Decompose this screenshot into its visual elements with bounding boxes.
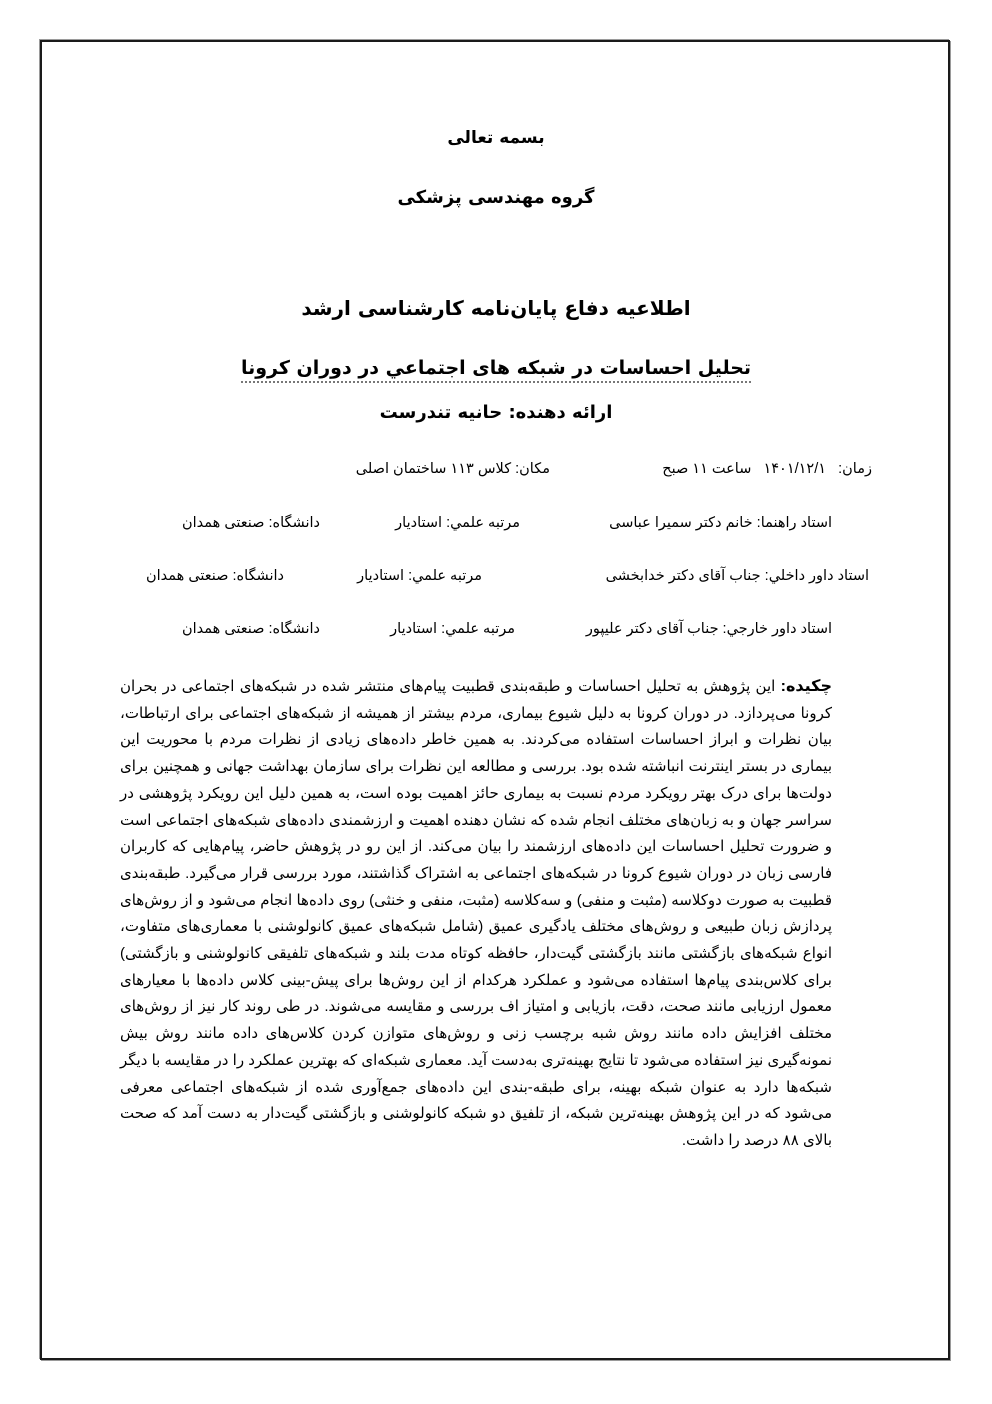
time-label: زمان: [838,461,872,477]
defense-date: ۱۴۰۱/۱۲/۱ [763,461,827,477]
external-examiner-university: دانشگاه: صنعتی همدان [181,621,320,637]
external-examiner-rank: مرتبه علمي: استادیار [390,621,515,637]
thesis-title [0,357,992,379]
thesis-title-text: تحلیل احساسات در شبکه های اجتماعي در دوران کرونا [241,357,751,383]
advisor-university: دانشگاه: صنعتی همدان [181,515,320,531]
internal-examiner-name: استاد داور داخلي: جناب آقای دکتر خدابخشی [605,568,869,584]
schedule-place: مکان: کلاس ۱۱۳ ساختمان اصلی [355,461,550,477]
abstract-body: این پژوهش به تحلیل احساسات و طبقه‌بندی قطبیت پیام‌های منتشر شده در شبکه‌های اجتماعی در بحران کرونا می‌پردازد. در دوران کرونا به دلیل شیوع بیماری، مردم بیشتر از همیشه از شبکه‌های اجتماعی برای ارتباطات، بیان نظرات و ابراز احساسات استفاده می‌کردند. به همین خاطر داده‌های زیادی از نظرات مردم با محوریت این بیماری در بستر اینترنت انباشته شده بود. بررسی و مطالعه این نظرات برای سازمان بهداشت جهانی و همچنین برای دولت‌ها برای درک بهتر رویکرد مردم نسبت به بیماری حائز اهمیت بوده است، به همین دلیل این رویکرد پژوهشی در سراسر جهان و به زبان‌های مختلف انجام شده که نشان دهنده اهمیت و ارزشمندی داده‌های شبکه‌های اجتماعی است و ضرورت تحلیل احساسات این داده‌های ارزشمند را بیان می‌کند. از این رو در پژوهش حاضر، پیام‌هایی که کاربران فارسی زبان در دوران شیوع کرونا در شبکه‌های اجتماعی به اشتراک گذاشتند، مورد بررسی قرار می‌گیرد. طبقه‌بندی قطبیت به صورت دوکلاسه (مثبت و منفی) و سه‌کلاسه (مثبت، منفی و خنثی) روی داده‌ها انجام می‌شود و از روش‌های پردازش زبان طبیعی و روش‌های مختلف یادگیری عمیق (شامل شبکه‌های عمیق کانولوشنی با معماری‌های متفاوت، انواع شبکه‌های بازگشتی مانند بازگشتی گیت‌دار، حافظه کوتاه مدت بلند و شبکه‌های تلفیقی کانولوشنی و بازگشتی) برای کلاس‌بندی پیام‌ها استفاده می‌شود و عملکرد هرکدام از این روش‌ها برای پیش-بینی کلاس داده‌ها با معیارهای معمول ارزیابی مانند صحت، دقت، بازیابی و امتیاز اف بررسی و مقایسه می‌شوند. در طی روند کار نیز از روش‌های مختلف افزایش داده مانند روش شبه برچسب زنی و روش‌های متوازن کردن کلاس‌های داده مانند روش بیش نمونه‌گیری نیز استفاده می‌شود تا نتایج بهینه‌تری به‌دست آید. معماری شبکه‌ای که بهترین عملکرد را در مقایسه با دیگر شبکه‌ها دارد به عنوان شبکه بهینه، برای طبقه-بندی این داده‌های جمع‌آوری شده از شبکه‌های اجتماعی معرفی می‌شود که در این پژوهش بهینه‌ترین شبکه، از تلفیق دو شبکه کانولوشنی و بازگشتی گیت‌دار به دست آمد که صحت بالای ۸۸ درصد را داشت. [120,678,832,1149]
abstract-paragraph [120,674,832,1155]
announcement-title: اطلاعیه دفاع پایان‌نامه کارشناسی ارشد [301,296,691,320]
internal-examiner-rank: مرتبه علمي: استادیار [357,568,482,584]
schedule-time [662,461,872,477]
bismillah-heading: بسمه تعالی [447,128,545,148]
department-heading: گروه مهندسی پزشکی [397,187,595,208]
advisor-rank: مرتبه علمي: استادیار [395,515,520,531]
abstract-heading: چکیده: [780,678,832,695]
presenter-line: ارائه دهنده: حانیه تندرست [379,402,613,423]
advisor-name: استاد راهنما: خانم دکتر سمیرا عباسی [609,515,832,531]
internal-examiner-university: دانشگاه: صنعتی همدان [145,568,284,584]
external-examiner-name: استاد داور خارجي: جناب آقای دکتر علیپور [585,621,832,637]
defense-hour: ساعت ۱۱ صبح [662,461,752,477]
